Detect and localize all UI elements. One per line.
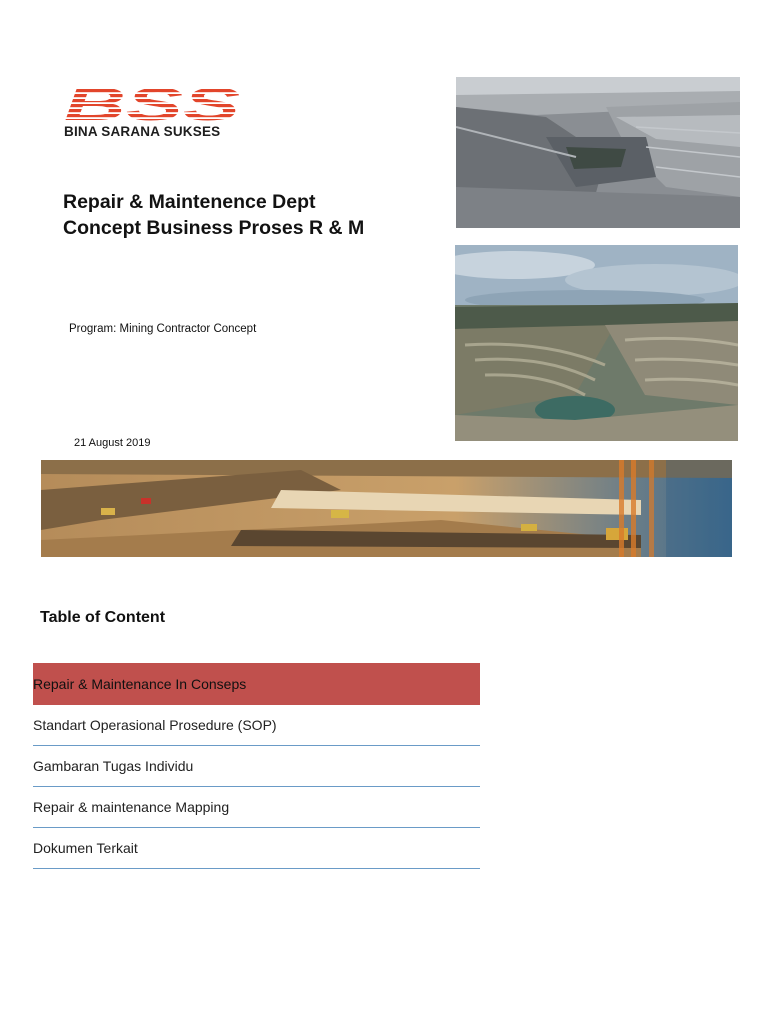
company-name: BINA SARANA SUKSES — [64, 124, 221, 139]
toc-item-dokumen-terkait[interactable] — [33, 828, 480, 869]
program-label: Program: Mining Contractor Concept — [69, 323, 257, 335]
toc-item-gambaran-tugas-individu[interactable] — [33, 746, 480, 787]
mine-road-banner-photo — [41, 460, 732, 557]
toc-item-label: Standart Operasional Prosedure (SOP) — [33, 717, 277, 733]
toc-item-label: Repair & maintenance Mapping — [33, 799, 230, 815]
document-title-line-1: Repair & Maintenence Dept — [63, 191, 316, 213]
toc-item-label: Gambaran Tugas Individu — [33, 758, 194, 774]
company-logo — [62, 84, 252, 144]
bss-logo-mark — [62, 84, 244, 124]
mine-pit-photo-top — [456, 77, 740, 228]
table-of-content — [33, 663, 480, 869]
toc-item-repair-maintenance-mapping[interactable] — [33, 787, 480, 828]
toc-heading: Table of Content — [40, 609, 166, 626]
toc-item-label: Repair & Maintenance In Conseps — [33, 676, 247, 692]
document-date: 21 August 2019 — [74, 437, 151, 449]
toc-item-sop[interactable] — [33, 705, 480, 746]
document-title-line-2: Concept Business Proses R & M — [63, 217, 365, 239]
toc-item-repair-maintenance-in-conseps[interactable] — [33, 663, 480, 705]
logo-letters: BSS — [64, 84, 241, 124]
mine-pit-photo-middle — [455, 245, 738, 441]
toc-item-label: Dokumen Terkait — [33, 840, 138, 856]
